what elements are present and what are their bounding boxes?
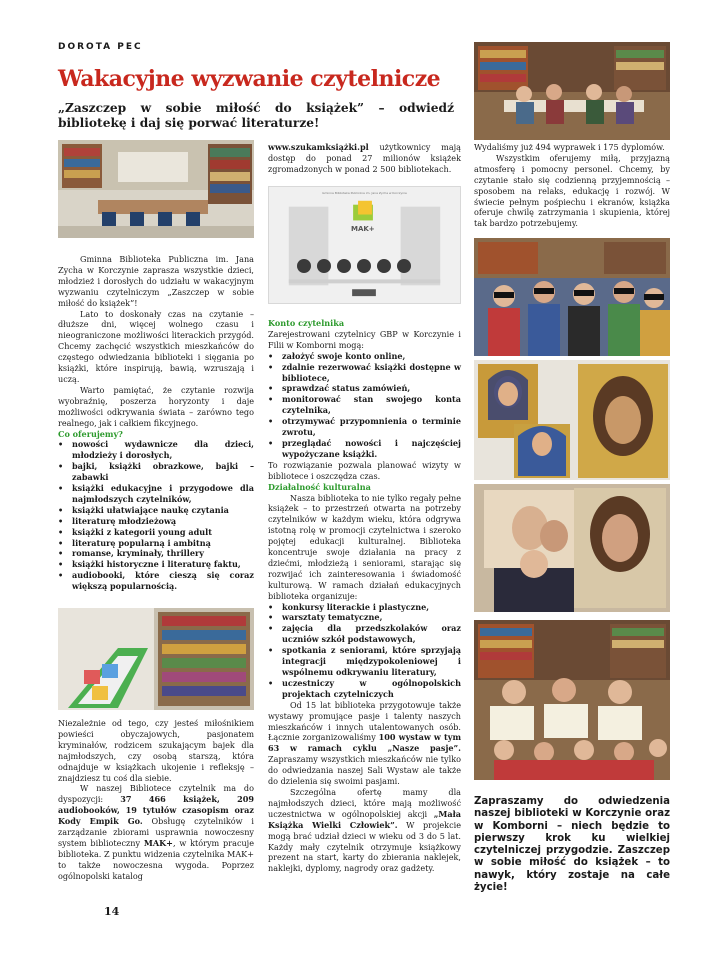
column-1 [58,254,254,592]
column-1-continued [58,718,254,882]
list-item: • książki z kategorii young adult [58,527,254,538]
photo-bookshelves [58,608,254,710]
konto-heading: Konto czytelnika [268,318,345,328]
list-item: • zdalnie rezerwować książki dostępne w bibliotece, [268,362,461,384]
konto-list [268,351,461,460]
photo-children-diplomas [474,620,670,780]
atmosphere-paragraph: Wszystkim oferujemy miłą, przyjazną atmosferę i pomocny personel. Chcemy, by czytanie stało się codzienną przyjemnością – sposobem na relaks, edukację i rozwój. W świecie pełnym pośpiechu i ekranów, książka oferuje chwilę zatrzymania i skupienia, której tak bardzo potrzebujemy. [474,152,670,229]
page-number: 14 [104,905,120,918]
list-item: • zajęcia dla przedszkolaków oraz uczniów szkół podstawowych, [268,623,461,645]
list-item: • konkursy literackie i plastyczne, [268,602,461,613]
circle-icon [297,259,311,273]
dzialalnosc-paragraph: Nasza biblioteka to nie tylko regały pełne książek – to przestrzeń otwarta na potrzeby czytelników w każdym wieku, która odgrywa istotną rolę w promocji czytelnictwa i szeroko pojętej edukacji kulturalnej. Biblioteka koncentruje swoje działania na pracy z dziećmi, młodzieżą i seniorami, starając się rozwijać ich zainteresowania i świadomość kulturową. W ramach działań edukacyjnych biblioteka organizuje: [268,492,461,601]
mak-icons [297,259,411,273]
column-2 [268,142,461,175]
offer-list [58,439,254,592]
audience-paragraph: Niezależnie od tego, czy jesteś miłośnikiem powieści obyczajowych, pasjonatem kryminałów, rodzicem szukającym bajek dla najmłodszych, czy osobą starszą, która odnajduje w książkach ukojenie i refleksję – znajdziesz tu coś dla siebie. [58,718,254,783]
intro-paragraph: Gminna Biblioteka Publiczna im. Jana Zycha w Korczynie zaprasza wszystkie dzieci, młodzież i dorosłych do udziału w wakacyjnym wyzwaniu czytelniczym „Zaszczep w sobie miłość do książek”! [58,254,254,308]
list-item: • monitorować stan swojego konta czytelnika, [268,394,461,416]
circle-icon [357,259,371,273]
list-item: • książki ułatwiające naukę czytania [58,505,254,516]
list-item: • książki historyczne i literaturę faktu, [58,559,254,570]
author-name: DOROTA PEC [58,42,143,52]
mak-logo: MAK+ [351,225,375,233]
photo-icons-paintings [474,360,670,480]
list-item: • spotkania z seniorami, które sprzyjają integracji międzypokoleniowej i wspólnemu odkrywaniu literatury, [268,645,461,678]
konto-intro: Zarejestrowani czytelnicy GBP w Korczynie i Filii w Komborni mogą: [268,328,461,350]
list-item: • warsztaty tematyczne, [268,612,461,623]
circle-icon [377,259,391,273]
list-item: • audiobooki, które cieszą się coraz większą popularnością. [58,570,254,592]
konto-outro: To rozwiązanie pozwala planować wizyty w bibliotece i oszczędza czas. [268,459,461,481]
list-item: • bajki, książki obrazkowe, bajki – zabawki [58,461,254,483]
article-subtitle: „Zaszczep w sobie miłość do książek” – odwiedź bibliotekę i daj się porwać literaturze! [58,101,454,130]
list-item: • nowości wydawnicze dla dzieci, młodzieży i dorosłych, [58,439,254,461]
photo-reading-room [58,140,254,238]
list-item: • otrzymywać przypomnienia o terminie zwrotu, [268,416,461,438]
mak-topline: Gminna Biblioteka Publiczna im. Jana Zycha w Korczynie [322,191,407,195]
list-item: • literaturę popularną i ambitną [58,538,254,549]
column-3 [474,142,670,229]
list-item: • przeglądać nowości i najczęściej wypożyczane książki. [268,438,461,460]
circle-icon [317,259,331,273]
list-item: • założyć swoje konto online, [268,351,461,362]
photo-seniors-meeting [474,42,670,140]
imagination-paragraph: Warto pamiętać, że czytanie rozwija wyobraźnię, poszerza horyzonty i daje możliwości odkrywania świata – zarówno tego realnego, jak i całkiem fikcyjnego. [58,384,254,428]
circle-icon [397,259,411,273]
closing-invitation: Zapraszamy do odwiedzenia naszej biblioteki w Korczynie oraz w Komborni – niech będzie to pierwszy krok ku wielkiej czytelniczej przygodzie. Zaszczep w sobie miłość do książek – to nawyk, który zostaje na całe życie! [474,796,670,894]
wyprawki-paragraph: Wydaliśmy już 494 wyprawek i 175 dyplomów. [474,142,665,152]
catalog-paragraph: www.szukamksiążki.pl użytkownicy mają dostęp do ponad 27 milionów książek zgromadzonych w ponad 2 500 bibliotekach. [268,142,461,174]
mak-plus-screenshot [268,186,461,304]
photo-children-3d-glasses [474,238,670,356]
dzialalnosc-list [268,602,461,700]
offer-heading: Co oferujemy? [58,428,123,439]
dzialalnosc-heading: Działalność kulturalna [268,481,371,492]
exhibitions-paragraph: Od 15 lat biblioteka przygotowuje także wystawy promujące pasje i talenty naszych mieszkańców i innych utalentowanych osób. Łącznie zorganizowaliśmy 100 wystaw w tym 63 w ramach cyklu „Nasze pasje”. Zapraszamy wszystkich mieszkańców nie tylko do odwiedzania naszej Sali Wystaw ale także do dzielenia się swoimi pasjami. [268,699,462,787]
photo-exhibition [474,484,670,612]
list-item: • sprawdzać status zamówień, [268,383,461,394]
column-2-lower [268,318,461,874]
article-title: Wakacyjne wyzwanie czytelnicze [58,66,441,92]
list-item: • romanse, kryminały, thrillery [58,548,254,559]
summer-paragraph: Lato to doskonały czas na czytanie – dłuższe dni, więcej wolnego czasu i nieograniczone możliwości literackich przygód. Chcemy zachęcić wszystkich mieszkańców do częstego odwiedzania biblioteki i sięgania po książki, które inspirują, bawią, wzruszają i uczą. [58,308,254,384]
circle-icon [337,259,351,273]
list-item: • uczestniczy w ogólnopolskich projektach czytelniczych [268,678,461,700]
list-item: • książki edukacyjne i przygodowe dla najmłodszych czytelników, [58,483,254,505]
collection-paragraph: W naszej Bibliotece czytelnik ma do dyspozycji: 37 466 książek, 209 audiobooków, 19 tytułów czasopism oraz Kody Empik Go. Obsługę czytelników i zarządzanie zbiorami usprawnia nowoczesny system biblioteczny MAK+, w którym pracuje biblioteka. Z punktu widzenia czytelnika MAK+ to także nowoczesna wygoda. Poprzez ogólnopolski katalog [58,783,254,881]
list-item: • literaturę młodzieżową [58,516,254,527]
mala-ksiazka-paragraph: Szczególna ofertę mamy dla najmłodszych dzieci, które mają możliwość uczestnictwa w ogólnopolskiej akcji „Mała Książka Wielki Człowiek”. W projekcie mogą brać udział dzieci w wieku od 3 do 5 lat. Każdy mały czytelnik otrzymuje książkowy prezent na start, karty do zbierania naklejek, naklejki, dyplomy, nagrody oraz gadżety. [268,786,461,874]
